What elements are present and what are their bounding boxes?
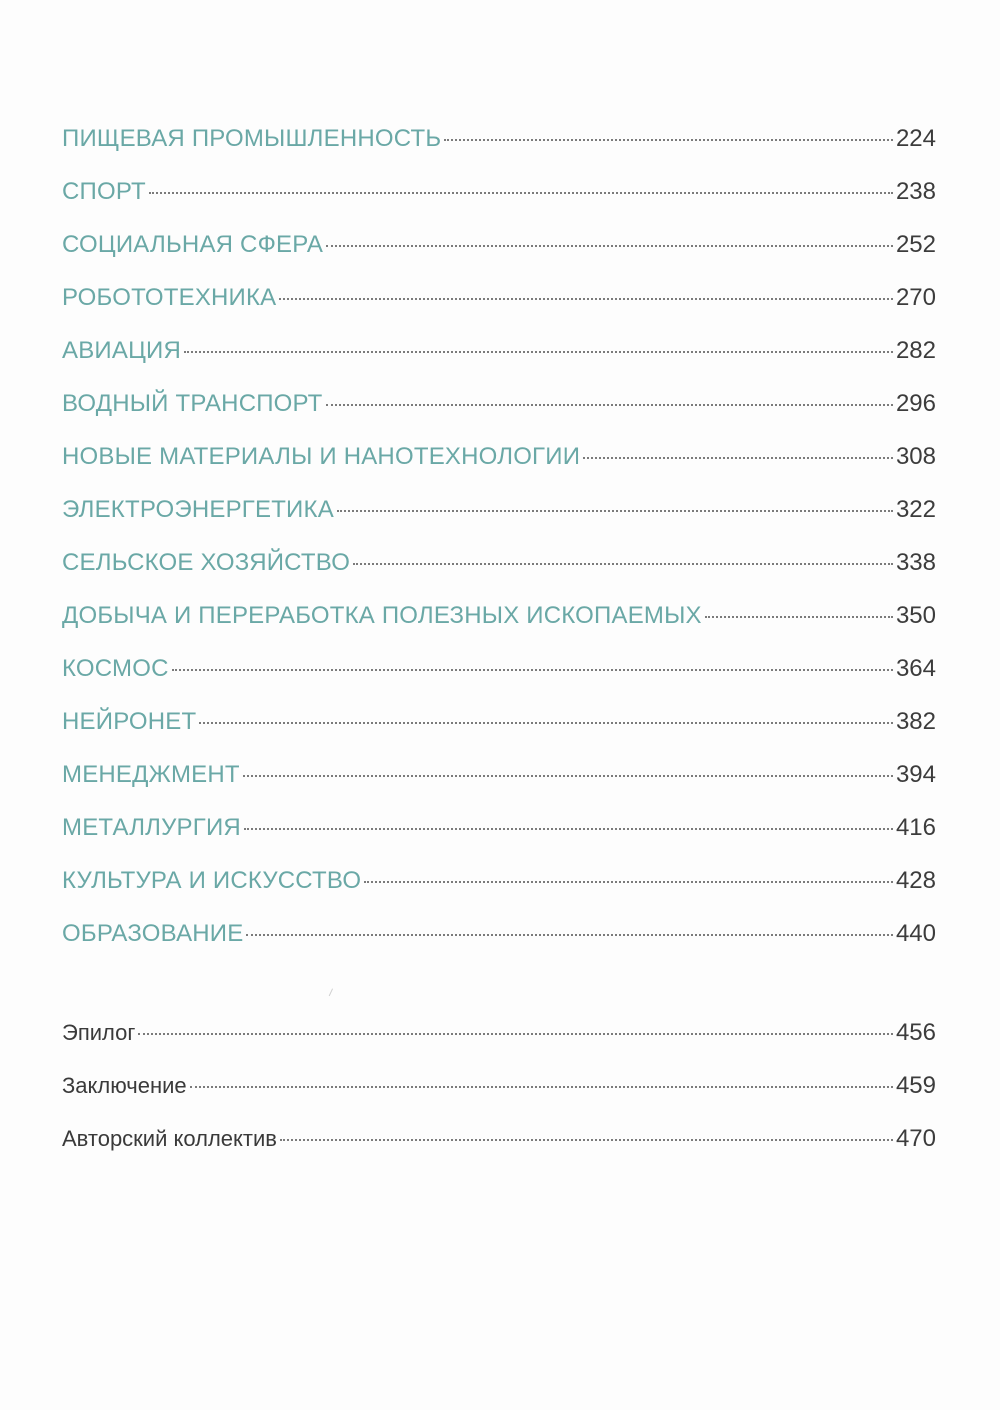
toc-entry-page: 364 xyxy=(895,655,936,682)
back-matter-title: Эпилог xyxy=(62,1020,136,1045)
toc-entry-page: 308 xyxy=(895,443,936,470)
toc-entry-title: СЕЛЬСКОЕ ХОЗЯЙСТВО xyxy=(62,549,351,576)
toc-entry-page: 338 xyxy=(895,549,936,576)
dot-leader xyxy=(149,192,893,194)
dot-leader xyxy=(353,563,893,565)
dot-leader xyxy=(184,351,893,353)
toc-entry-title: ВОДНЫЙ ТРАНСПОРТ xyxy=(62,390,323,417)
toc-entry-page: 428 xyxy=(895,867,936,894)
toc-entry-title: СПОРТ xyxy=(62,178,146,205)
dot-leader xyxy=(199,722,893,724)
toc-entry-title: МЕНЕДЖМЕНТ xyxy=(62,761,240,788)
toc-entry-title: СОЦИАЛЬНАЯ СФЕРА xyxy=(62,231,324,258)
back-matter-page: 459 xyxy=(895,1072,936,1099)
back-matter-title: Авторский коллектив xyxy=(62,1126,277,1151)
toc-entry-page: 350 xyxy=(895,602,936,629)
toc-entry-title: АВИАЦИЯ xyxy=(62,337,182,364)
dot-leader xyxy=(246,934,892,936)
toc-entry xyxy=(62,801,936,854)
back-matter-entry xyxy=(62,1059,936,1112)
dot-leader xyxy=(279,298,893,300)
paper-mark xyxy=(329,988,341,999)
dot-leader xyxy=(444,139,893,141)
dot-leader xyxy=(172,669,893,671)
toc-entry-page: 224 xyxy=(895,125,936,152)
toc-entry xyxy=(62,589,936,642)
back-matter-entry xyxy=(62,1006,936,1059)
toc-entry xyxy=(62,377,936,430)
toc-entry-page: 416 xyxy=(895,814,936,841)
toc-entry-title: РОБОТОТЕХНИКА xyxy=(62,284,277,311)
toc-entry xyxy=(62,854,936,907)
toc-entry-title: КУЛЬТУРА И ИСКУССТВО xyxy=(62,867,362,894)
toc-entry xyxy=(62,112,936,165)
dot-leader xyxy=(337,510,893,512)
dot-leader xyxy=(243,775,893,777)
toc-entry xyxy=(62,271,936,324)
dot-leader xyxy=(705,616,893,618)
back-matter-list xyxy=(62,1006,936,1165)
dot-leader xyxy=(190,1086,893,1088)
dot-leader xyxy=(326,404,893,406)
toc-entry-title: ОБРАЗОВАНИЕ xyxy=(62,920,244,947)
toc-entry-title: НОВЫЕ МАТЕРИАЛЫ И НАНОТЕХНОЛОГИИ xyxy=(62,443,581,470)
toc-entry-page: 282 xyxy=(895,337,936,364)
back-matter-entry xyxy=(62,1112,936,1165)
toc-entry xyxy=(62,324,936,377)
table-of-contents xyxy=(62,112,936,960)
dot-leader xyxy=(364,881,893,883)
toc-entry-page: 322 xyxy=(895,496,936,523)
toc-entry-page: 382 xyxy=(895,708,936,735)
toc-entry xyxy=(62,907,936,960)
toc-entry xyxy=(62,536,936,589)
toc-entry-page: 252 xyxy=(895,231,936,258)
dot-leader xyxy=(244,828,893,830)
toc-entry-page: 270 xyxy=(895,284,936,311)
back-matter-title: Заключение xyxy=(62,1073,187,1098)
toc-entry-page: 296 xyxy=(895,390,936,417)
toc-entry xyxy=(62,430,936,483)
toc-entry-title: ЭЛЕКТРОЭНЕРГЕТИКА xyxy=(62,496,334,523)
toc-entry xyxy=(62,218,936,271)
toc-entry xyxy=(62,165,936,218)
toc-entry xyxy=(62,483,936,536)
toc-entry-title: ПИЩЕВАЯ ПРОМЫШЛЕННОСТЬ xyxy=(62,125,442,152)
toc-entry-title: МЕТАЛЛУРГИЯ xyxy=(62,814,241,841)
toc-entry-page: 238 xyxy=(895,178,936,205)
dot-leader xyxy=(583,457,893,459)
toc-entry xyxy=(62,748,936,801)
toc-entry xyxy=(62,642,936,695)
toc-entry-page: 394 xyxy=(895,761,936,788)
back-matter-page: 470 xyxy=(895,1125,936,1152)
dot-leader xyxy=(326,245,893,247)
toc-entry xyxy=(62,695,936,748)
dot-leader xyxy=(138,1033,893,1035)
toc-entry-page: 440 xyxy=(895,920,936,947)
dot-leader xyxy=(280,1139,893,1141)
toc-entry-title: ДОБЫЧА И ПЕРЕРАБОТКА ПОЛЕЗНЫХ ИСКОПАЕМЫХ xyxy=(62,602,702,629)
toc-entry-title: НЕЙРОНЕТ xyxy=(62,708,197,735)
toc-entry-title: КОСМОС xyxy=(62,655,169,682)
back-matter-page: 456 xyxy=(895,1019,936,1046)
